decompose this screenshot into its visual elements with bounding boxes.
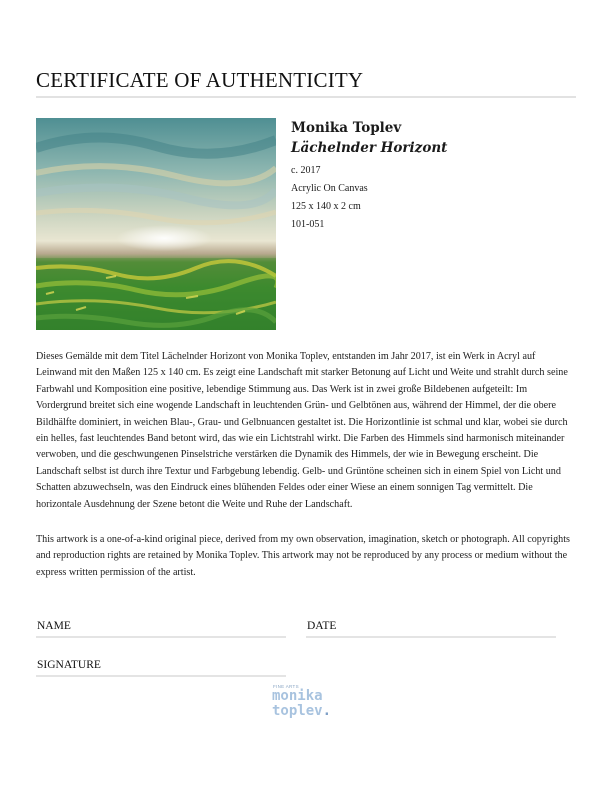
name-label: NAME <box>37 620 71 632</box>
logo-tagline: FINE ARTS <box>273 684 299 689</box>
artwork-details <box>291 120 571 234</box>
artist-logo <box>270 684 330 726</box>
artwork-date: c. 2017 <box>291 165 321 176</box>
signature-line <box>36 675 286 677</box>
date-field[interactable] <box>306 620 336 632</box>
signature-label: SIGNATURE <box>37 659 101 671</box>
date-label: DATE <box>307 620 337 632</box>
name-line <box>36 636 286 638</box>
logo-line-2 <box>272 704 331 718</box>
artwork-dimensions: 125 x 140 x 2 cm <box>291 201 361 212</box>
signature-field[interactable] <box>36 659 101 671</box>
inventory-number: 101-051 <box>291 219 325 230</box>
logo-line-1: monika <box>272 688 323 704</box>
artwork-image <box>36 118 276 330</box>
artwork-title: Lächelnder Horizont <box>291 140 448 156</box>
logo-dot: . <box>322 703 332 719</box>
artist-name: Monika Toplev <box>291 120 402 136</box>
rights-statement: This artwork is a one-of-a-kind original piece, derived from my own observation, imagination, sketch or photograph. All copyrights and reproduction rights are retained by Monika Toplev. This artwork may not be reproduced by any process or medium without the express written permission of the artist. <box>36 534 570 578</box>
artwork-description: Dieses Gemälde mit dem Titel Lächelnder Horizont von Monika Toplev, entstanden im Jahr 2017, ist ein Werk in Acryl auf Leinwand mit den Maßen 125 x 140 cm. Es zeigt eine Landschaft mit starker Betonung auf Licht und Weite und strahlt durch seine Farbwahl und Komposition eine positive, lebendige Stimmung aus. Das Werk ist in zwei große Bildebenen aufgeteilt: Im Vordergrund breitet sich eine wogende Landschaft in leuchtenden Grün- und Gelbtönen aus, während der Himmel, der die obere Bildhälfte dominiert, in weichen Blau-, Grau- und Gelbnuancen gestaltet ist. Die Horizontlinie ist schmal und klar, wobei sie durch ein helles, fast leuchtendes Band betont wird, das wie ein Lichtstrahl wirkt. Die Farben des Himmels sind harmonisch miteinander verwoben, und die geschwungenen Pinselstriche verstärken die Dynamik des Himmels, der wie in Bewegung erscheint. Die Landschaft selbst ist durch ihre Textur und Farbgebung lebendig. Gelb- und Grüntöne scheinen sich in einem Spiel von Licht und Schatten abzuwechseln, was den Eindruck eines blühenden Feldes oder einer Wiese an einem sonnigen Tag vermittelt. Die horizontale Ausdehnung der Szene betont die Weite und Ruhe der Landschaft. <box>36 351 568 510</box>
artwork-medium: Acrylic On Canvas <box>291 183 368 194</box>
logo-line-2-text: toplev <box>272 703 323 719</box>
certificate-title: CERTIFICATE OF AUTHENTICITY <box>36 68 364 92</box>
name-field[interactable] <box>36 620 71 632</box>
title-divider <box>36 96 576 98</box>
date-line <box>306 636 556 638</box>
